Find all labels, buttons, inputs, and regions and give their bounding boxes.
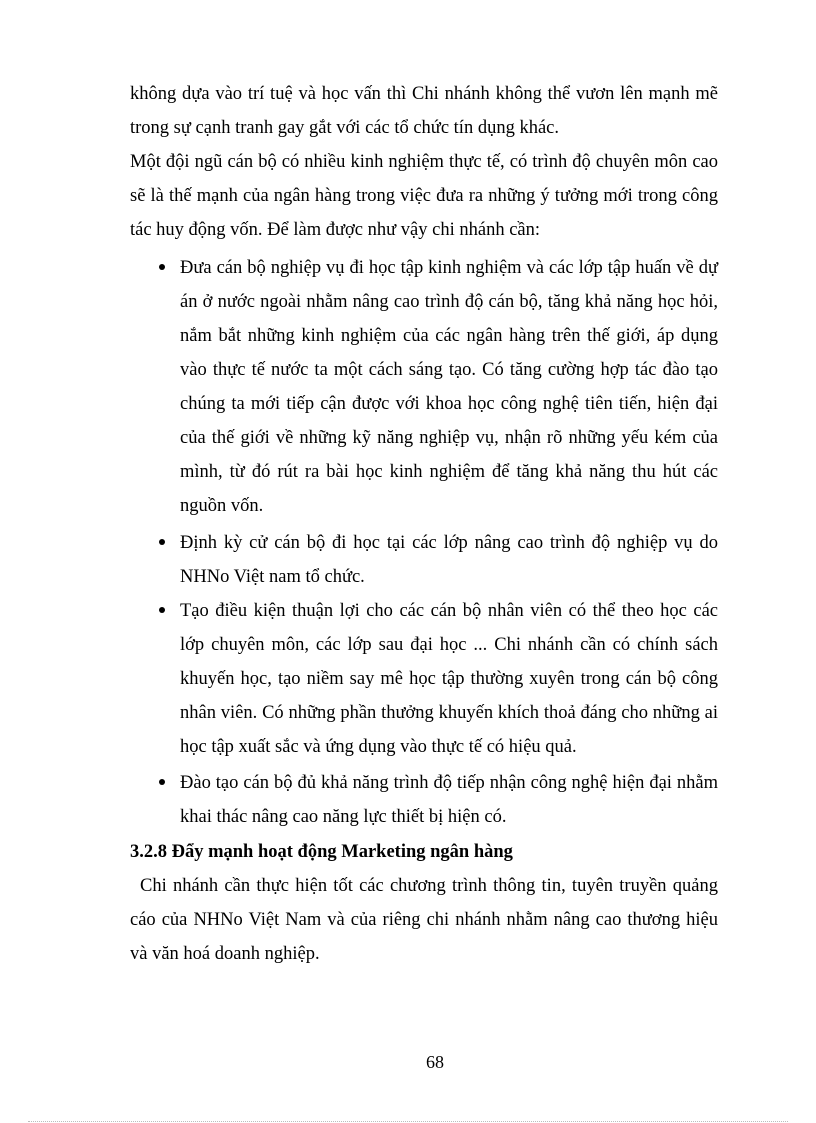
text-line: nguồn vốn.	[180, 496, 264, 516]
footer-divider	[28, 1121, 788, 1122]
text-line: Đào tạo cán bộ đủ khả năng trình độ tiếp nhận công nghệ hiện đại nhằm	[180, 773, 718, 793]
bullet-icon	[159, 607, 165, 613]
text-line: và văn hoá doanh nghiệp.	[130, 944, 320, 964]
text-line: Tạo điều kiện thuận lợi cho các cán bộ nhân viên có thể theo học các	[180, 601, 718, 621]
text-line: Định kỳ cử cán bộ đi học tại các lớp nâng cao trình độ nghiệp vụ do	[180, 533, 718, 553]
text-line: Đưa cán bộ nghiệp vụ đi học tập kinh nghiệm và các lớp tập huấn về dự	[180, 258, 718, 278]
bullet-icon	[159, 779, 165, 785]
section-heading: 3.2.8 Đẩy mạnh hoạt động Marketing ngân hàng	[130, 842, 513, 862]
text-line: Một đội ngũ cán bộ có nhiều kinh nghiệm thực tế, có trình độ chuyên môn cao	[130, 152, 718, 172]
text-line: sẽ là thế mạnh của ngân hàng trong việc đưa ra những ý tưởng mới trong công	[130, 186, 718, 206]
text-line: nhân viên. Có những phần thưởng khuyến khích thoả đáng cho những ai	[180, 703, 718, 723]
text-line: lớp chuyên môn, các lớp sau đại học ... Chi nhánh cần có chính sách	[180, 635, 718, 655]
text-line: vào thực tế nước ta một cách sáng tạo. Có tăng cường hợp tác đào tạo	[180, 360, 718, 380]
text-line: cáo của NHNo Việt Nam và của riêng chi nhánh nhằm nâng cao thương hiệu	[130, 910, 718, 930]
text-line: nắm bắt những kinh nghiệm của các ngân hàng trên thế giới, áp dụng	[180, 326, 718, 346]
text-line: của thế giới về những kỹ năng nghiệp vụ, nhận rõ những yếu kém của	[180, 428, 718, 448]
text-line: án ở nước ngoài nhằm nâng cao trình độ cán bộ, tăng khả năng học hỏi,	[180, 292, 718, 312]
text-line: trong sự cạnh tranh gay gắt với các tổ chức tín dụng khác.	[130, 118, 559, 138]
text-line: không dựa vào trí tuệ và học vấn thì Chi nhánh không thể vươn lên mạnh mẽ	[130, 84, 718, 104]
text-line: tác huy động vốn. Để làm được như vậy chi nhánh cần:	[130, 220, 541, 240]
text-line: khuyến học, tạo niềm say mê học tập thường xuyên trong cán bộ công	[180, 669, 718, 689]
bullet-icon	[159, 264, 165, 270]
text-line: học tập xuất sắc và ứng dụng vào thực tế có hiệu quả.	[180, 737, 577, 757]
text-line: NHNo Việt nam tổ chức.	[180, 567, 365, 587]
text-line: mình, từ đó rút ra bài học kinh nghiệm để tăng khả năng thu hút các	[180, 462, 718, 482]
bullet-icon	[159, 539, 165, 545]
text-line: Chi nhánh cần thực hiện tốt các chương trình thông tin, tuyên truyền quảng	[140, 876, 718, 896]
text-line: chúng ta mới tiếp cận được với khoa học công nghệ tiên tiến, hiện đại	[180, 394, 718, 414]
page-number: 68	[426, 1052, 444, 1072]
text-line: khai thác nâng cao năng lực thiết bị hiện có.	[180, 807, 507, 827]
